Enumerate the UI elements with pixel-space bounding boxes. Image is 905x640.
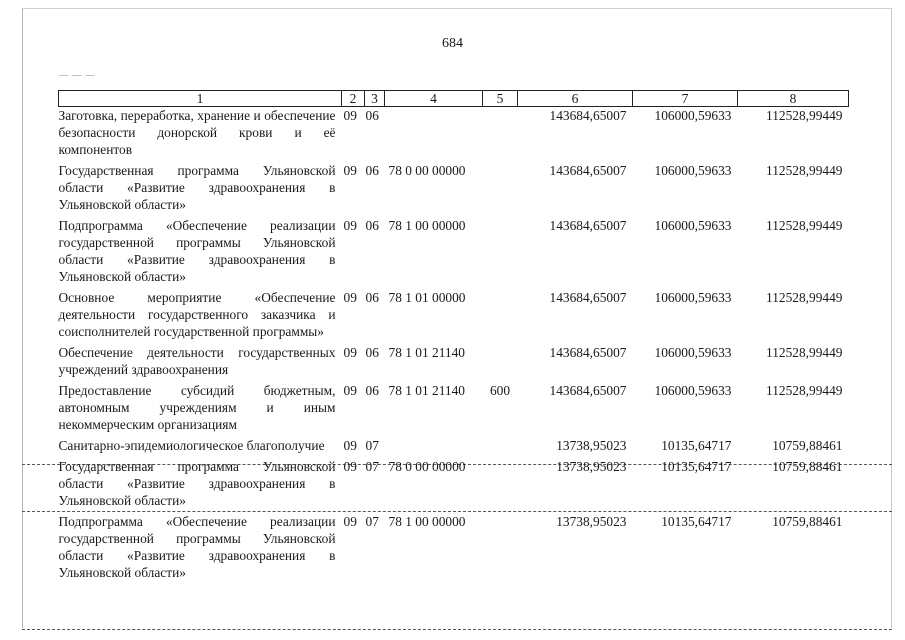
row-target-code: 78 0 00 00000 [388,459,466,474]
row-name: Государственная программа Ульяновской области «Развитие здравоохранения в Ульяновской области» [58,459,336,508]
row-value-1: 143684,65007 [549,383,627,398]
row-value-3: 112528,99449 [766,163,843,178]
table-row [59,107,849,163]
scan-artifact-line [22,629,892,630]
row-subsection: 06 [365,108,379,123]
stray-mark: — — — [59,70,96,80]
table-row [59,344,849,382]
row-expense-type [483,162,518,217]
budget-table [58,90,849,585]
table-row [59,162,849,217]
row-value-1: 143684,65007 [549,290,627,305]
row-subsection: 07 [365,514,379,529]
row-value-3: 112528,99449 [766,218,843,233]
header-cell-8: 8 [738,91,849,107]
header-cell-3: 3 [365,91,385,107]
table-row [59,458,849,513]
row-value-3: 112528,99449 [766,383,843,398]
row-section: 09 [343,290,357,305]
row-value-1: 13738,95023 [556,514,627,529]
row-value-3: 10759,88461 [772,438,843,453]
table-row [59,382,849,437]
row-expense-type [483,289,518,344]
row-value-2: 106000,59633 [654,163,732,178]
row-target-code: 78 1 01 00000 [388,290,466,305]
row-subsection: 06 [365,163,379,178]
page-number: 684 [442,36,463,51]
row-subsection: 06 [365,290,379,305]
row-expense-type [483,513,518,585]
header-cell-1: 1 [59,91,342,107]
row-expense-type [483,217,518,289]
row-target-code [385,437,483,458]
row-name: Санитарно-эпидемиологическое благополучие [58,438,325,453]
row-value-2: 106000,59633 [654,345,732,360]
row-value-3: 112528,99449 [766,290,843,305]
row-target-code: 78 1 00 00000 [388,514,466,529]
header-cell-7: 7 [633,91,738,107]
row-target-code: 78 1 01 21140 [388,345,465,360]
header-cell-5: 5 [483,91,518,107]
table-row [59,513,849,585]
row-subsection: 07 [365,459,379,474]
row-target-code: 78 0 00 00000 [388,163,466,178]
row-name: Государственная программа Ульяновской области «Развитие здравоохранения в Ульяновской области» [58,163,336,212]
row-expense-type [483,458,518,513]
row-value-3: 10759,88461 [772,459,843,474]
table-row [59,437,849,458]
row-name: Основное мероприятие «Обеспечение деятельности государственного заказчика и соисполнителей государственной программы» [58,290,336,339]
row-subsection: 06 [365,218,379,233]
row-section: 09 [343,218,357,233]
row-subsection: 06 [365,345,379,360]
header-cell-2: 2 [342,91,365,107]
header-cell-4: 4 [385,91,483,107]
row-subsection: 07 [365,438,379,453]
row-name: Заготовка, переработка, хранение и обеспечение безопасности донорской крови и её компонентов [58,108,336,157]
row-value-2: 10135,64717 [661,514,732,529]
row-section: 09 [343,108,357,123]
row-name: Обеспечение деятельности государственных учреждений здравоохранения [58,345,336,377]
row-name: Предоставление субсидий бюджетным, автономным учреждениям и иным некоммерческим организациям [58,383,336,432]
row-target-code: 78 1 00 00000 [388,218,466,233]
row-section: 09 [343,383,357,398]
row-value-1: 13738,95023 [556,459,627,474]
table-row [59,217,849,289]
row-value-1: 13738,95023 [556,438,627,453]
row-section: 09 [343,163,357,178]
row-section: 09 [343,438,357,453]
row-value-3: 112528,99449 [766,345,843,360]
row-subsection: 06 [365,383,379,398]
row-expense-type [483,437,518,458]
row-value-1: 143684,65007 [549,345,627,360]
row-value-2: 106000,59633 [654,290,732,305]
row-section: 09 [343,459,357,474]
row-expense-type [483,344,518,382]
table-row [59,289,849,344]
row-value-2: 10135,64717 [661,459,732,474]
row-value-1: 143684,65007 [549,163,627,178]
header-cell-6: 6 [518,91,633,107]
row-target-code: 78 1 01 21140 [388,383,465,398]
row-target-code [385,107,483,163]
row-value-2: 106000,59633 [654,218,732,233]
row-value-3: 10759,88461 [772,514,843,529]
row-section: 09 [343,345,357,360]
row-value-2: 106000,59633 [654,383,732,398]
row-value-1: 143684,65007 [549,218,627,233]
row-section: 09 [343,514,357,529]
row-expense-type: 600 [489,383,511,398]
row-value-2: 106000,59633 [654,108,732,123]
row-value-2: 10135,64717 [661,438,732,453]
row-name: Подпрограмма «Обеспечение реализации государственной программы Ульяновской области «Развитие здравоохранения в Ульяновской области» [58,218,336,284]
header-row [59,91,849,107]
row-value-1: 143684,65007 [549,108,627,123]
row-expense-type [483,107,518,163]
row-name: Подпрограмма «Обеспечение реализации государственной программы Ульяновской области «Развитие здравоохранения в Ульяновской области» [58,514,336,580]
row-value-3: 112528,99449 [766,108,843,123]
